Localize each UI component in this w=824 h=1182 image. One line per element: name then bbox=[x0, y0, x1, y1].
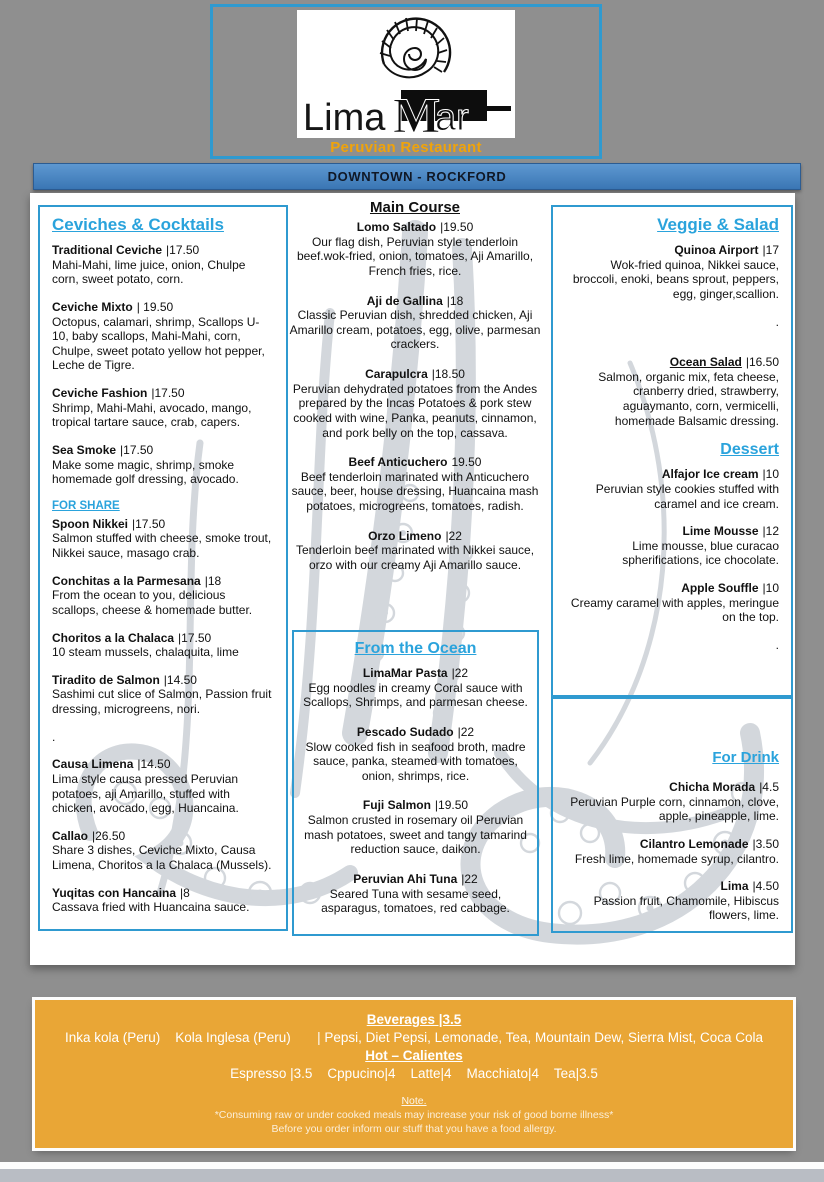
wordmark-m: M bbox=[393, 90, 441, 138]
menu-item: Sea Smoke |17.50 Make some magic, shrimp, smoke homemade golf dressing, avocado. bbox=[52, 442, 239, 487]
menu-item: Beef Anticuchero 19.50 Beef tenderloin marinated with Anticuchero sauce, beer, house dressing, Huancaina mash potatoes, microgreens, tomatoes, radish. bbox=[291, 455, 539, 513]
for-drink-items bbox=[565, 780, 779, 923]
beverages-section bbox=[35, 1000, 793, 1148]
menu-item: Yuqitas con Hancaina |8 Cassava fried with Huancaina sauce. bbox=[52, 885, 250, 915]
menu-item: Choritos a la Chalaca |17.50 10 steam mussels, chalaquita, lime bbox=[52, 630, 239, 660]
from-the-ocean-section bbox=[292, 630, 539, 936]
from-the-ocean-title: From the Ocean bbox=[354, 640, 477, 657]
restaurant-subtitle: Peruvian Restaurant bbox=[330, 139, 482, 156]
bottom-white-strip bbox=[0, 1162, 824, 1169]
menu-item: Traditional Ceviche |17.50 Mahi-Mahi, lime juice, onion, Chulpe corn, sweet potato, corn. bbox=[52, 243, 246, 287]
ceviches-title: Ceviches & Cocktails bbox=[52, 215, 224, 234]
menu-item: Lime Mousse |12 Lime mousse, blue curacao spherifications, ice chocolate. bbox=[622, 524, 779, 568]
limamar-wordmark bbox=[299, 90, 513, 138]
from-the-ocean-items bbox=[302, 666, 529, 916]
for-drink-title: For Drink bbox=[712, 749, 779, 766]
for-share-items bbox=[52, 517, 274, 915]
menu-item: . bbox=[52, 729, 56, 744]
main-course-title: Main Course bbox=[369, 199, 460, 216]
menu-item: Lima |4.50 Passion fruit, Chamomile, Hibiscus flowers, lime. bbox=[593, 879, 779, 923]
menu-item: Ceviche Mixto | 19.50 Octopus, calamari, shrimp, Scallops U-10, baby scallops, Mahi-Mahi, corn, Chulpe, sweet potato yellow hot pepper, Leche de Tigre. bbox=[52, 299, 265, 373]
hot-calientes-title: Hot – Calientes bbox=[365, 1048, 463, 1063]
menu-item: . bbox=[775, 637, 779, 652]
menu-item: Carapulcra |18.50 Peruvian dehydrated potatoes from the Andes prepared by the Incas Potatoes & pork stew cooked with wine, Panka, peanuts, cinnamon, and pork belly on the top, cassava. bbox=[292, 367, 538, 440]
menu-item: Aji de Gallina |18 Classic Peruvian dish, shredded chicken, Aji Amarillo cream, potatoes, egg, olive, parmesan crackers. bbox=[289, 293, 541, 352]
beverages-title: Beverages |3.5 bbox=[366, 1012, 462, 1027]
menu-item: Quinoa Airport |17 Wok-fried quinoa, Nikkei sauce, broccoli, enoki, beans sprout, peppers, egg, ginger,scallion. bbox=[572, 243, 779, 301]
menu-item: Cilantro Lemonade |3.50 Fresh lime, homemade syrup, cilantro. bbox=[574, 836, 779, 866]
for-share-label: FOR SHARE bbox=[52, 499, 120, 512]
menu-sheet bbox=[30, 193, 795, 965]
menu-item: Fuji Salmon |19.50 Salmon crusted in rosemary oil Peruvian mash potatoes, sweet and tangy tamarind reduction sauce, daikon. bbox=[304, 798, 527, 857]
menu-item: . bbox=[775, 314, 779, 329]
veggie-items bbox=[565, 243, 779, 428]
menu-item: Conchitas a la Parmesana |18 From the ocean to you, delicious scallops, cheese & homemade butter. bbox=[52, 573, 253, 617]
dessert-title: Dessert bbox=[720, 441, 779, 459]
menu-item: Causa Limena |14.50 Lima style causa pressed Peruvian potatoes, aji Amarillo, stuffed with chicken, avocado, egg, Huancaina. bbox=[52, 757, 239, 816]
main-course-items bbox=[288, 220, 542, 573]
hot-calientes-line: Espresso |3.5 Cppucino|4 Latte|4 Macchiato|4 Tea|3.5 bbox=[230, 1066, 598, 1081]
menu-item: Peruvian Ahi Tuna |22 Seared Tuna with sesame seed, asparagus, tomatoes, red cabbage. bbox=[321, 871, 510, 916]
ceviches-section bbox=[38, 205, 288, 931]
menu-item: Alfajor Ice cream |10 Peruvian style cookies stuffed with caramel and ice cream. bbox=[595, 467, 779, 511]
menu-item: Spoon Nikkei |17.50 Salmon stuffed with cheese, smoke trout, Nikkei sauce, masago crab. bbox=[52, 516, 272, 560]
menu-item: LimaMar Pasta |22 Egg noodles in creamy Coral sauce with Scallops, Shrimps, and parmesan cheese. bbox=[303, 666, 528, 710]
wordmark-lima: Lima bbox=[303, 97, 386, 138]
menu-item: Ceviche Fashion |17.50 Shrimp, Mahi-Mahi, avocado, mango, tropical tartare sauce, crab, capers. bbox=[52, 386, 252, 430]
menu-item: Pescado Sudado |22 Slow cooked fish in seafood broth, madre sauce, panka, steamed with tomatoes, onion, shrimps, rice. bbox=[305, 724, 526, 783]
menu-item: Callao |26.50 Share 3 dishes, Ceviche Mixto, Causa Limena, Choritos a la Chalaca (Mussels). bbox=[52, 828, 272, 872]
note-line-1: *Consuming raw or under cooked meals may increase your risk of good borne illness* bbox=[214, 1109, 614, 1121]
nautilus-shell-icon bbox=[351, 10, 461, 90]
menu-item: Lomo Saltado |19.50 Our flag dish, Peruvian style tenderloin beef.wok-fried, onion, tomatoes, Aji Amarillo, French fries, rice. bbox=[296, 220, 534, 278]
note-title: Note. bbox=[401, 1095, 427, 1107]
menu-item: Orzo Limeno |22 Tenderloin beef marinated with Nikkei sauce, orzo with our creamy Aji Amarillo sauce. bbox=[295, 528, 535, 572]
note-line-2: Before you order inform our stuff that you have a food allergy. bbox=[271, 1123, 557, 1135]
veggie-dessert-section bbox=[551, 205, 793, 697]
ceviches-items bbox=[52, 243, 274, 487]
bottom-gray-strip bbox=[0, 1169, 824, 1182]
for-drink-section bbox=[551, 697, 793, 933]
main-course-section bbox=[288, 199, 542, 588]
menu-item: Ocean Salad |16.50 Salmon, organic mix, feta cheese, cranberry dried, strawberry, aguaymanto, corn, vermicelli, homemade Balsamic dressing. bbox=[598, 355, 779, 428]
beverages-line: Inka kola (Peru) Kola Inglesa (Peru) | Pepsi, Diet Pepsi, Lemonade, Tea, Mountain Dew, Sierra Mist, Coca Cola bbox=[64, 1030, 764, 1045]
logo bbox=[297, 10, 515, 138]
location-banner: DOWNTOWN - ROCKFORD bbox=[33, 163, 801, 190]
veggie-salad-title: Veggie & Salad bbox=[657, 215, 779, 234]
logo-box bbox=[210, 4, 602, 159]
wordmark-ar: ar bbox=[435, 97, 469, 138]
menu-item: Apple Souffle |10 Creamy caramel with apples, meringue on the top. bbox=[570, 581, 779, 625]
menu-item: Tiradito de Salmon |14.50 Sashimi cut slice of Salmon, Passion fruit dressing, microgreens, nori. bbox=[52, 672, 272, 716]
dessert-items bbox=[565, 467, 779, 652]
menu-item: Chicha Morada |4.5 Peruvian Purple corn, cinnamon, clove, apple, pineapple, lime. bbox=[570, 780, 779, 824]
